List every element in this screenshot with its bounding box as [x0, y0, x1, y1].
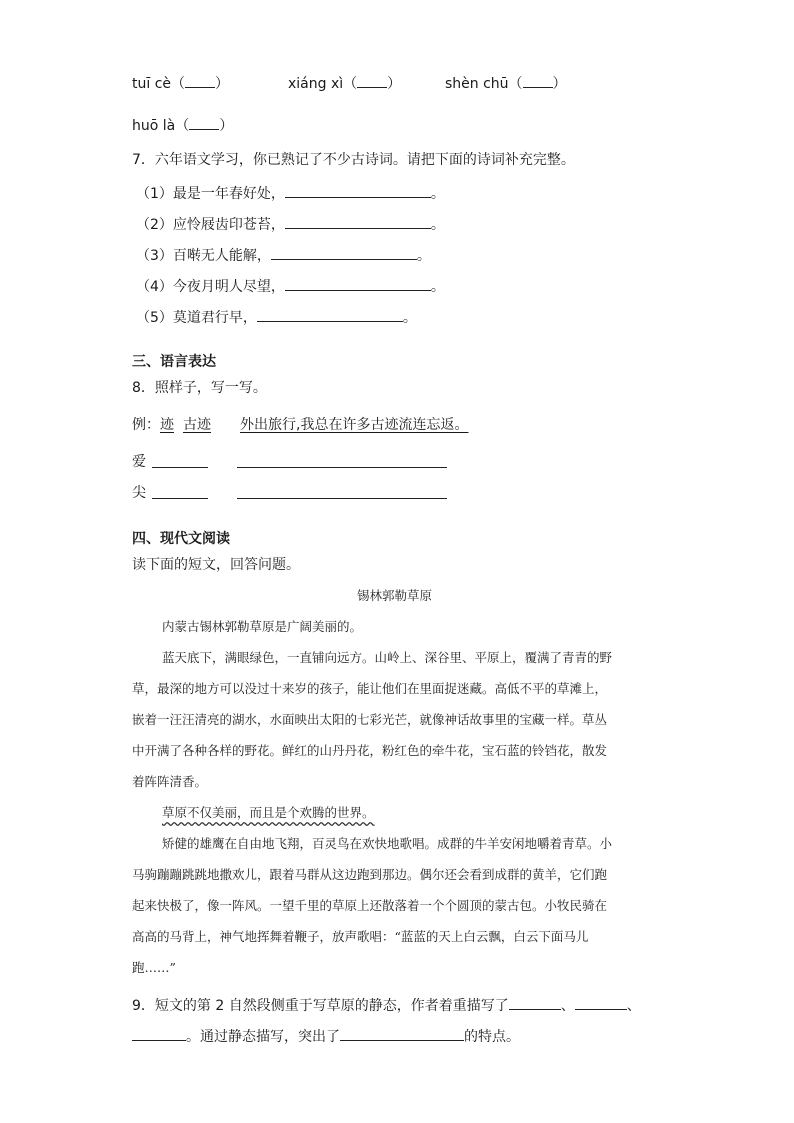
row-char-2: 尖 [132, 485, 146, 501]
question-text: 。通过静态描写，突出了 [186, 1029, 340, 1045]
poem-item-2 [136, 213, 445, 235]
section-3-heading: 三、语言表达 [132, 354, 216, 370]
poem-line: （3）百啭无人能解， [136, 248, 271, 264]
answer-blank[interactable] [509, 994, 561, 1010]
passage-line: 起来快极了，像一阵风。一望千里的草原上还散落着一个个圆顶的蒙古包。小牧民骑在 [132, 898, 608, 913]
passage-line-wavy: 草原不仅美丽，而且是个欢腾的世界。 [162, 805, 375, 820]
paren-open: （ [343, 76, 358, 92]
answer-blank[interactable] [285, 182, 431, 198]
word-blank[interactable] [152, 498, 208, 499]
period: 。 [430, 217, 445, 233]
answer-blank[interactable] [285, 275, 431, 291]
answer-blank[interactable] [357, 72, 387, 88]
passage-line: 中开满了各种各样的野花。鲜红的山丹丹花，粉红色的牵牛花，宝石蓝的铃铛花，散发 [132, 743, 608, 758]
period: 。 [430, 186, 445, 202]
paren-open: （ [175, 118, 190, 134]
separator: 、 [560, 998, 575, 1014]
passage-line: 矫健的雄鹰在自由地飞翔，百灵鸟在欢快地歌唱。成群的牛羊安闲地嚼着青草。小 [162, 836, 613, 851]
pinyin-item-2 [288, 72, 401, 94]
reading-instruction: 读下面的短文，回答问题。 [132, 557, 300, 573]
pinyin-item-3 [445, 72, 567, 94]
poem-line: （2）应怜屐齿印苍苔， [136, 217, 285, 233]
period: 。 [402, 310, 417, 326]
period: 。 [416, 248, 431, 264]
answer-blank[interactable] [185, 72, 215, 88]
passage-line: 马驹蹦蹦跳跳地撒欢儿，跟着马群从这边跑到那边。偶尔还会看到成群的黄羊，它们跑 [132, 867, 608, 882]
poem-item-4 [136, 275, 445, 297]
answer-blank[interactable] [575, 994, 627, 1010]
section-4-heading: 四、现代文阅读 [132, 531, 230, 547]
passage-line: 嵌着一汪汪清亮的湖水，水面映出太阳的七彩光芒，就像神话故事里的宝藏一样。草丛 [132, 712, 608, 727]
question-7-title: 7．六年语文学习，你已熟记了不少古诗词。请把下面的诗词补充完整。 [132, 152, 575, 168]
paren-close: ） [219, 118, 234, 134]
passage-title: 锡林郭勒草原 [357, 588, 433, 603]
pinyin-text: shèn chū [445, 76, 509, 92]
poem-line: （1）最是一年春好处， [136, 186, 285, 202]
paren-close: ） [387, 76, 402, 92]
row-char-1: 爱 [132, 454, 146, 470]
period: 。 [430, 279, 445, 295]
passage-line: 内蒙古锡林郭勒草原是广阔美丽的。 [162, 619, 363, 634]
question-8-title: 8．照样子，写一写。 [132, 380, 267, 396]
answer-blank[interactable] [132, 1025, 186, 1041]
question-text: 的特点。 [464, 1029, 520, 1045]
pinyin-text: tuī cè [132, 76, 172, 92]
passage-line: 蓝天底下，满眼绿色，一直铺向远方。山岭上、深谷里、平原上，覆满了青青的野 [162, 650, 613, 665]
pinyin-item-1 [132, 72, 229, 94]
poem-item-1 [136, 182, 445, 204]
answer-blank[interactable] [340, 1025, 464, 1041]
paren-close: ） [552, 76, 567, 92]
question-9-line-1 [132, 994, 641, 1016]
separator: 、 [626, 998, 641, 1014]
question-9-line-2 [132, 1025, 520, 1047]
poem-line: （5）莫道君行早， [136, 310, 257, 326]
example-word: 古迹 [183, 417, 211, 433]
passage-line: 草，最深的地方可以没过十来岁的孩子，能让他们在里面捉迷藏。高低不平的草滩上， [132, 681, 608, 696]
pinyin-text: xiáng xì [288, 76, 344, 92]
poem-item-5 [136, 306, 417, 328]
poem-line: （4）今夜月明人尽望， [136, 279, 285, 295]
passage-line: 着阵阵清香。 [132, 774, 208, 789]
passage-line: 高高的马背上，神气地挥舞着鞭子，放声歌唱：“蓝蓝的天上白云飘，白云下面马儿 [132, 929, 589, 944]
word-blank[interactable] [152, 467, 208, 468]
example-char: 迹 [160, 417, 174, 433]
pinyin-text: huō là [132, 118, 176, 134]
example-prefix: 例： [132, 417, 160, 433]
passage-line: 跑……” [132, 960, 176, 975]
poem-item-3 [136, 244, 431, 266]
paren-close: ） [215, 76, 230, 92]
answer-blank[interactable] [523, 72, 553, 88]
question-text: 9．短文的第 2 自然段侧重于写草原的静态，作者着重描写了 [132, 998, 509, 1014]
example-sentence: 外出旅行,我总在许多古迹流连忘返。 [240, 417, 469, 433]
answer-blank[interactable] [271, 244, 417, 260]
sentence-blank[interactable] [237, 467, 447, 468]
sentence-blank[interactable] [237, 498, 447, 499]
paren-open: （ [508, 76, 523, 92]
pinyin-item-4 [132, 114, 233, 136]
answer-blank[interactable] [285, 213, 431, 229]
paren-open: （ [171, 76, 186, 92]
answer-blank[interactable] [189, 114, 219, 130]
answer-blank[interactable] [257, 306, 403, 322]
